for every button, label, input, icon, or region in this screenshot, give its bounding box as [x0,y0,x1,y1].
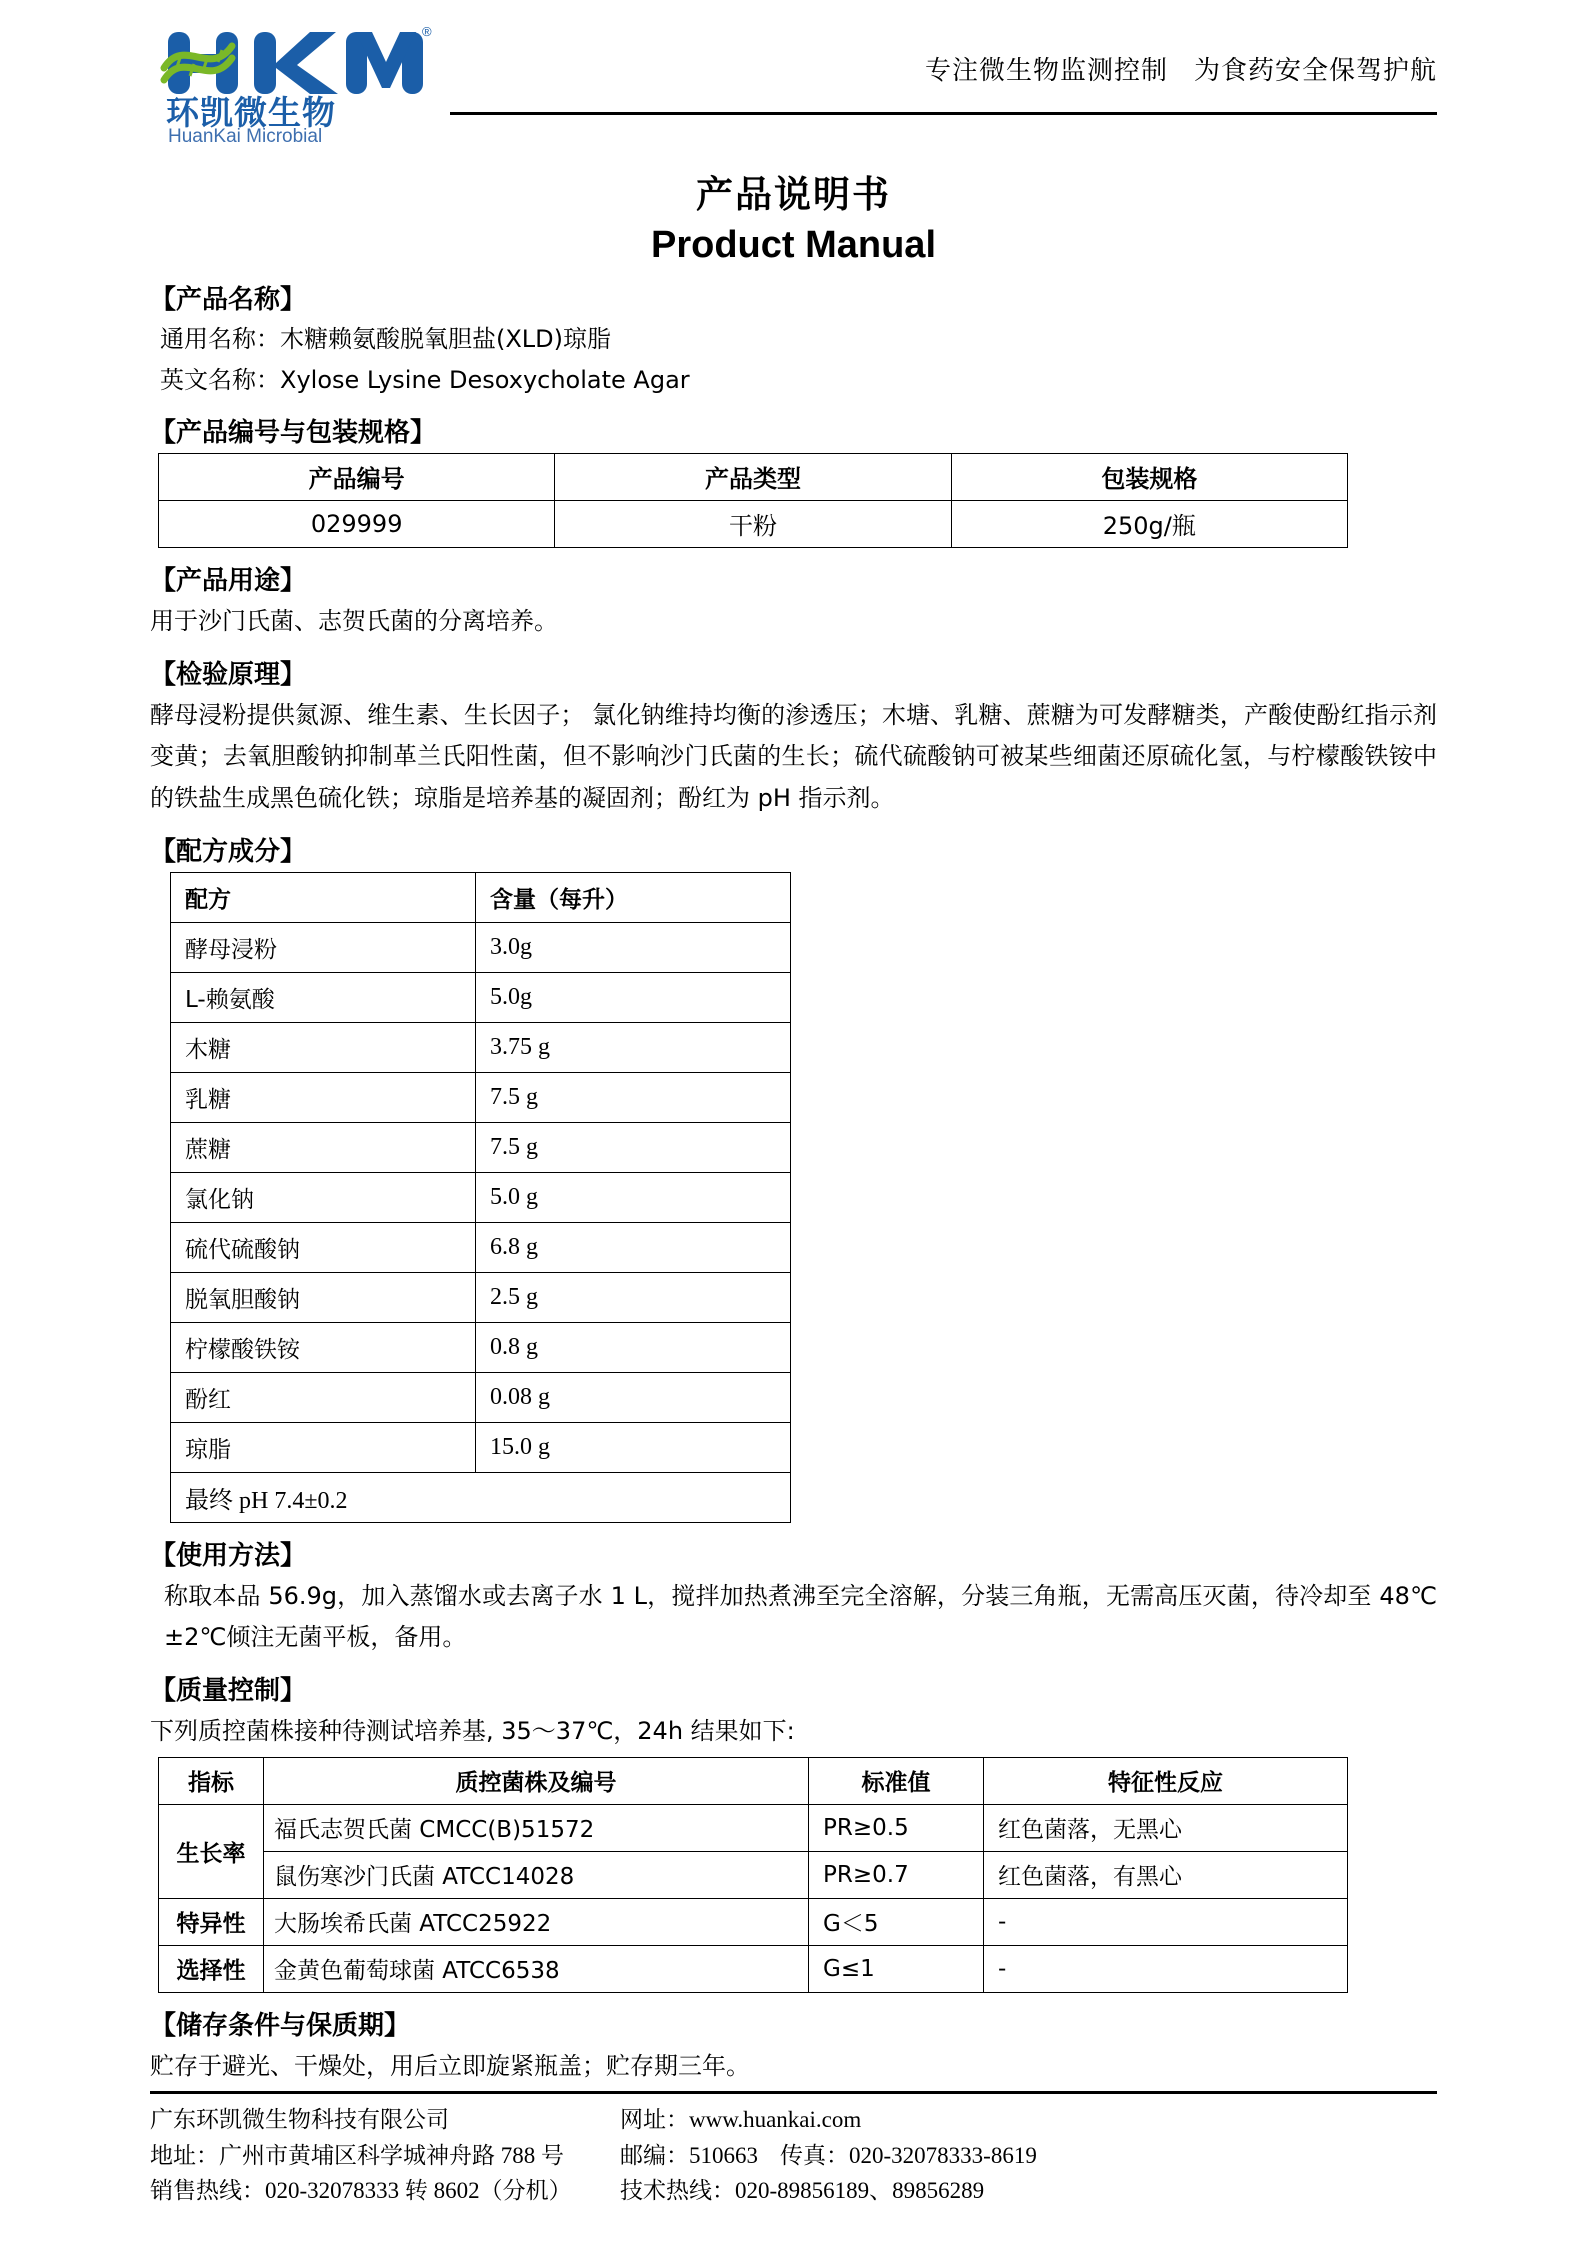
spec-value-code: 029999 [159,500,555,547]
qc-index-growth-rate: 生长率 [159,1804,264,1898]
qc-standard: PR≥0.7 [809,1851,984,1898]
ingredient-name: 乳糖 [171,1072,476,1122]
table-row [159,1851,1348,1898]
svg-text:HuanKai Microbial: HuanKai Microbial [168,126,323,146]
footer-tech-hotline: 技术热线：020-89856189、89856289 [620,2178,985,2204]
english-name-line [160,361,1437,400]
registered-mark-icon: ® [422,24,432,39]
generic-name-value: 木糖赖氨酸脱氧胆盐(XLD)琼脂 [280,325,612,353]
ingredient-name: 酚红 [171,1372,476,1422]
footer-contact [150,2102,1437,2209]
page-title-cn: 产品说明书 [696,173,891,216]
ingredient-name: L-赖氨酸 [171,972,476,1022]
spec-table [158,453,1348,548]
page-footer [150,2091,1437,2209]
qc-standard: G≤1 [809,1945,984,1992]
generic-name-line [160,320,1437,359]
svg-text:环凯微生物: 环凯微生物 [166,93,336,132]
table-header-row [159,453,1348,500]
footer-divider [150,2091,1437,2094]
hkm-logo-icon [150,18,440,146]
ingredient-amount: 15.0 g [476,1422,791,1472]
qc-standard: PR≥0.5 [809,1804,984,1851]
english-name-value: Xylose Lysine Desoxycholate Agar [280,365,690,394]
storage-text: 贮存于避光、干燥处，用后立即旋紧瓶盖；贮存期三年。 [150,2051,750,2080]
company-tagline [925,50,1437,87]
spec-col-type: 产品类型 [555,453,951,500]
table-header-row [171,872,791,922]
page-header [150,0,1437,150]
section-heading-usage: 【产品用途】 [150,565,307,596]
footer-postcode: 邮编：510663 [620,2142,758,2168]
section-heading-product-name: 【产品名称】 [150,285,307,315]
final-ph-value: 最终 pH 7.4±0.2 [171,1472,791,1522]
tagline-right: 为食药安全保驾护航 [1193,56,1437,86]
table-row [159,1945,1348,1992]
spec-value-package: 250g/瓶 [951,500,1347,547]
qc-strain: 鼠伤寒沙门氏菌 ATCC14028 [264,1851,809,1898]
table-row [171,1172,791,1222]
footer-right-column [620,2102,1437,2209]
qc-col-standard: 标准值 [809,1757,984,1804]
spec-col-code: 产品编号 [159,453,555,500]
table-row [171,972,791,1022]
ingredient-amount: 0.08 g [476,1372,791,1422]
table-row [171,1022,791,1072]
ingredient-amount: 5.0g [476,972,791,1022]
qc-strain: 大肠埃希氏菌 ATCC25922 [264,1898,809,1945]
ingredient-amount: 2.5 g [476,1272,791,1322]
ingredient-amount: 6.8 g [476,1222,791,1272]
footer-sales-hotline: 销售热线：020-32078333 转 8602（分机） [150,2178,572,2204]
generic-name-label: 通用名称： [160,325,280,353]
ingredient-name: 木糖 [171,1022,476,1072]
footer-address: 地址：广州市黄埔区科学城神舟路 788 号 [150,2142,564,2168]
qc-index-selectivity: 选择性 [159,1945,264,1992]
qc-standard: G＜5 [809,1898,984,1945]
page-title-en: Product Manual [650,224,937,266]
table-row [171,1072,791,1122]
table-row [171,1372,791,1422]
tagline-left: 专注微生物监测控制 [924,56,1168,86]
table-row [171,1322,791,1372]
ingredient-amount: 0.8 g [476,1322,791,1372]
footer-fax: 传真：020-32078333-8619 [780,2142,1037,2168]
footer-company: 广东环凯微生物科技有限公司 [150,2107,449,2133]
table-header-row [159,1757,1348,1804]
english-name-label: 英文名称： [160,365,280,394]
table-row-ph [171,1472,791,1522]
spec-col-package: 包装规格 [951,453,1347,500]
section-heading-quality: 【质量控制】 [150,1676,307,1707]
qc-strain: 金黄色葡萄球菌 ATCC6538 [264,1945,809,1992]
table-row [171,922,791,972]
section-heading-principle: 【检验原理】 [150,660,307,691]
ingredient-name: 蔗糖 [171,1122,476,1172]
header-right [450,0,1437,150]
ingredient-amount: 5.0 g [476,1172,791,1222]
table-row [159,1804,1348,1851]
footer-left-column [150,2102,620,2209]
ingredient-name: 琼脂 [171,1422,476,1472]
principle-text: 酵母浸粉提供氮源、维生素、生长因子； 氯化钠维持均衡的渗透压；木塘、乳糖、蔗糖为可发酵糖类，产酸使酚红指示剂变黄；去氧胆酸钠抑制革兰氏阳性菌，但不影响沙门氏菌的生长；硫代硫酸钠可被某些细菌还原硫化氢，与柠檬酸铁铵中的铁盐生成黑色硫化铁；琼脂是培养基的凝固剂；酚红为 pH 指示剂。 [150,701,1437,812]
formula-col-amount: 含量（每升） [476,872,791,922]
table-row [171,1122,791,1172]
formula-col-name: 配方 [171,872,476,922]
ingredient-amount: 7.5 g [476,1072,791,1122]
company-logo [150,0,450,146]
ingredient-name: 氯化钠 [171,1172,476,1222]
table-row [171,1272,791,1322]
table-row [171,1222,791,1272]
footer-website: 网址：www.huankai.com [620,2107,862,2133]
table-row [171,1422,791,1472]
section-heading-formula: 【配方成分】 [150,836,307,867]
qc-reaction: 红色菌落，无黑心 [984,1804,1348,1851]
qc-col-strain: 质控菌株及编号 [264,1757,809,1804]
spec-value-type: 干粉 [555,500,951,547]
ingredient-name: 柠檬酸铁铵 [171,1322,476,1372]
section-heading-method: 【使用方法】 [150,1540,307,1571]
usage-text: 用于沙门氏菌、志贺氏菌的分离培养。 [150,606,558,635]
qc-index-specificity: 特异性 [159,1898,264,1945]
section-heading-spec: 【产品编号与包装规格】 [150,417,437,448]
qc-col-index: 指标 [159,1757,264,1804]
section-heading-storage: 【储存条件与保质期】 [150,2010,411,2041]
quality-intro: 下列质控菌株接种待测试培养基, 35～37℃，24h 结果如下: [150,1717,795,1746]
ingredient-name: 脱氧胆酸钠 [171,1272,476,1322]
table-row [159,1898,1348,1945]
qc-strain: 福氏志贺氏菌 CMCC(B)51572 [264,1804,809,1851]
qc-reaction: - [984,1898,1348,1945]
ingredient-amount: 3.75 g [476,1022,791,1072]
quality-control-table [158,1757,1348,1993]
table-row [159,500,1348,547]
qc-reaction: 红色菌落，有黑心 [984,1851,1348,1898]
header-divider [450,112,1437,115]
ingredient-amount: 3.0g [476,922,791,972]
footer-postcode-fax [620,2138,1437,2174]
ingredient-name: 酵母浸粉 [171,922,476,972]
ingredient-amount: 7.5 g [476,1122,791,1172]
formula-table [170,872,791,1523]
qc-col-reaction: 特征性反应 [984,1757,1348,1804]
ingredient-name: 硫代硫酸钠 [171,1222,476,1272]
qc-reaction: - [984,1945,1348,1992]
method-text: 称取本品 56.9g，加入蒸馏水或去离子水 1 L，搅拌加热煮沸至完全溶解，分装三角瓶，无需高压灭菌，待冷却至 48℃±2℃倾注无菌平板，备用。 [164,1581,1437,1652]
